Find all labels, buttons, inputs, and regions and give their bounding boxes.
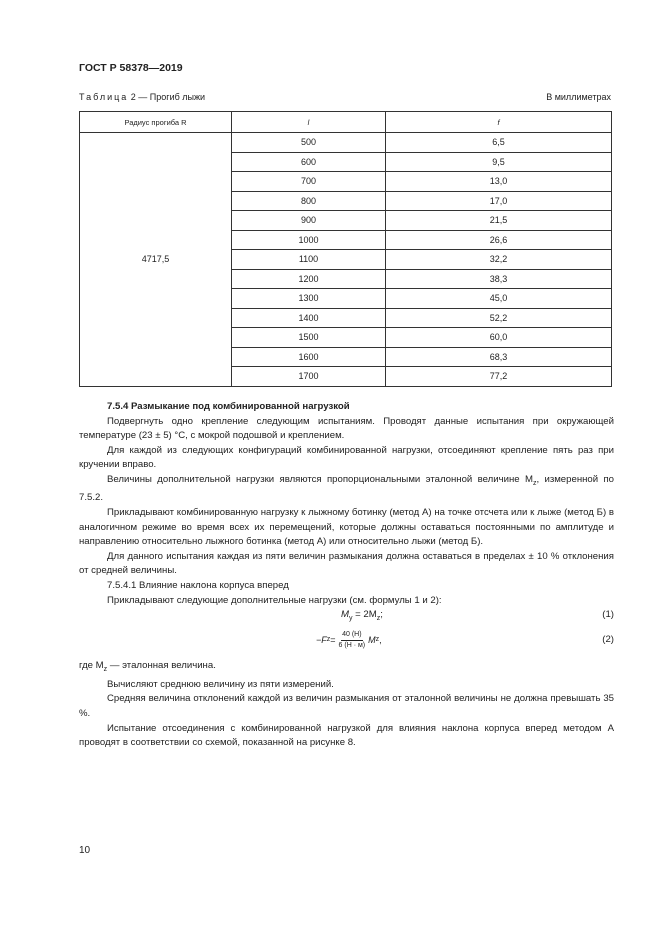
table-row — [80, 133, 612, 153]
formula-2-number: (2) — [602, 634, 614, 646]
cell-f: 60,0 — [386, 328, 612, 348]
paragraph-text: , измеренной по 7.5.2. — [79, 473, 614, 504]
cell-l: 900 — [232, 211, 386, 231]
document-header: ГОСТ Р 58378—2019 — [79, 62, 183, 74]
cell-l: 1700 — [232, 367, 386, 387]
paragraph: Прикладывают комбинированную нагрузку к лыжному ботинку (метод А) на точке отсчета или к лыже (метод Б) в аналогичном режиме во время всех их перемещений, которые должны оставаться постоянными по амплитуде и направлению относительно лыжного ботинка (метод А) или относительно лыжи (метод Б). — [79, 507, 614, 548]
subscript: z — [326, 636, 331, 644]
subsection-title: 7.5.4.1 Влияние наклона корпуса вперед — [107, 580, 289, 592]
formula-1-mid: = 2M — [352, 609, 377, 621]
formula-2-eq: = — [330, 635, 336, 646]
cell-f: 77,2 — [386, 367, 612, 387]
cell-l: 700 — [232, 172, 386, 192]
paragraph: Испытание отсоединения с комбинированной нагрузкой для влияния наклона корпуса вперед методом А проводят в соответствии со схемой, показанной на рисунке 8. — [79, 722, 614, 749]
paragraph-text: Величины дополнительной нагрузки являются пропорциональными эталонной величине M — [107, 473, 533, 485]
page-number: 10 — [79, 845, 91, 856]
col-header-l — [232, 112, 386, 133]
cell-l: 500 — [232, 133, 386, 153]
cell-l: 1600 — [232, 347, 386, 367]
cell-f: 13,0 — [386, 172, 612, 192]
paragraph: Прикладывают следующие дополнительные нагрузки (см. формулы 1 и 2): — [107, 594, 442, 606]
cell-f: 45,0 — [386, 289, 612, 309]
col-header-f — [386, 112, 612, 133]
table-caption-title: 2 — Прогиб лыжи — [128, 92, 206, 102]
paragraph-text: — эталонная величина. — [107, 660, 216, 672]
col-header-f-label: f — [497, 117, 500, 127]
table-header-row — [80, 112, 612, 133]
formula-2 — [79, 627, 614, 659]
cell-l: 1300 — [232, 289, 386, 309]
table-caption-prefix: Таблица — [79, 92, 129, 102]
paragraph: Для каждой из следующих конфигураций комбинированной нагрузки, отсоединяют крепление пять раз при кручении вправо. — [79, 444, 614, 471]
paragraph: Для данного испытания каждая из пяти величин размыкания должна оставаться в пределах ± 10 % отклонения от средней величины. — [79, 550, 614, 577]
formula-2-var-rhs: M — [368, 635, 376, 646]
section-title: 7.5.4 Размыкание под комбинированной нагрузкой — [107, 401, 350, 412]
cell-f: 17,0 — [386, 191, 612, 211]
table-caption — [79, 92, 205, 102]
subscript: y — [349, 615, 353, 623]
fraction — [339, 630, 366, 651]
subscript: z — [103, 666, 108, 674]
subscript: z — [376, 615, 381, 623]
cell-f: 26,6 — [386, 230, 612, 250]
paragraph-text: где M — [79, 660, 104, 672]
fraction-denominator: 6 (Н · м) — [338, 642, 366, 650]
formula-1-var: M — [341, 609, 349, 621]
col-header-l-label: l — [307, 117, 310, 127]
cell-l: 1400 — [232, 308, 386, 328]
cell-f: 38,3 — [386, 269, 612, 289]
cell-f: 68,3 — [386, 347, 612, 367]
cell-l: 1100 — [232, 250, 386, 270]
formula-1-expression — [341, 608, 383, 627]
formula-2-end: , — [379, 635, 382, 646]
col-header-radius: Радиус прогиба R — [80, 112, 232, 133]
formula-1 — [79, 608, 614, 624]
cell-l: 800 — [232, 191, 386, 211]
formula-2-var: −F — [316, 635, 327, 646]
cell-f: 52,2 — [386, 308, 612, 328]
cell-l: 1000 — [232, 230, 386, 250]
cell-l: 600 — [232, 152, 386, 172]
cell-f: 21,5 — [386, 211, 612, 231]
table-body — [80, 133, 612, 387]
formula-2-expression — [316, 630, 382, 651]
cell-f: 6,5 — [386, 133, 612, 153]
table-units: В миллиметрах — [546, 92, 611, 102]
formula-1-number: (1) — [602, 609, 614, 621]
deflection-table — [79, 111, 612, 387]
subscript: z — [532, 479, 537, 487]
radius-cell: 4717,5 — [80, 133, 232, 387]
paragraph — [79, 473, 614, 506]
cell-l: 1200 — [232, 269, 386, 289]
cell-l: 1500 — [232, 328, 386, 348]
body-text — [79, 400, 614, 751]
subscript: z — [375, 636, 380, 644]
paragraph — [79, 659, 614, 678]
paragraph: Вычисляют среднюю величину из пяти измерений. — [107, 678, 334, 690]
formula-1-end: ; — [380, 609, 383, 621]
paragraph: Подвергнуть одно крепление следующим испытаниям. Проводят данные испытания при окружающей температуре (23 ± 5) °С, с мокрой подошвой и креплением. — [79, 415, 614, 442]
paragraph: Средняя величина отклонений каждой из величин размыкания от эталонной величины не должна превышать 35 %. — [79, 693, 614, 719]
cell-f: 32,2 — [386, 250, 612, 270]
fraction-numerator: 40 (Н) — [341, 630, 362, 641]
cell-f: 9,5 — [386, 152, 612, 172]
